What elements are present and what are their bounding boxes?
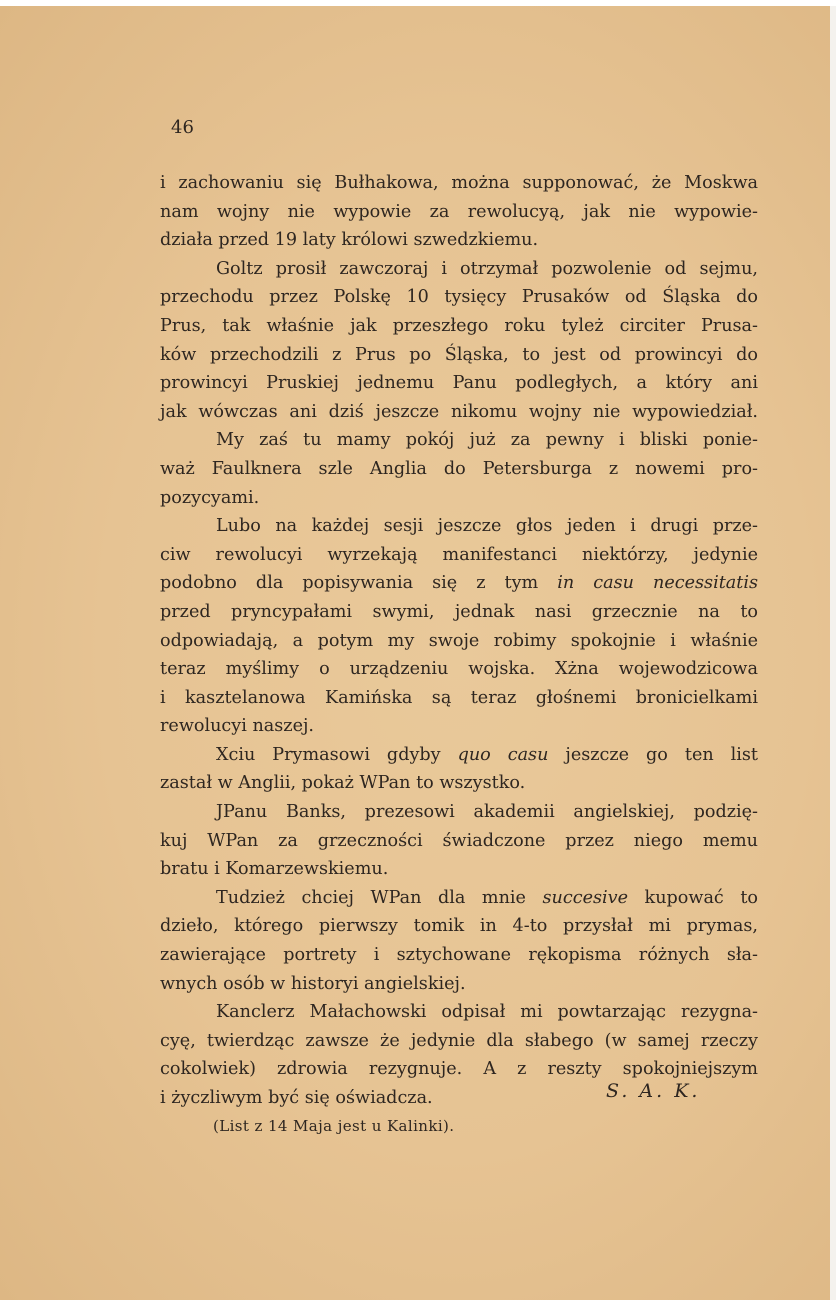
text-line: pozycyami. — [160, 487, 260, 508]
text-line: bratu i Komarzewskiemu. — [160, 859, 389, 880]
book-page — [0, 6, 830, 1300]
text-fragment: podobno dla popisywania się z tym — [160, 573, 558, 594]
text-line-with-italic — [160, 569, 758, 598]
text-fragment: Tudzież chciej WPan dla mnie — [216, 887, 543, 908]
italic-phrase: quo casu — [457, 744, 549, 765]
text-line: i życzliwym być się oświadcza. — [160, 1088, 433, 1108]
italic-phrase: succesive — [542, 887, 628, 908]
text-line: My zaś tu mamy pokój już za pewny i bliski ponie- — [216, 430, 758, 451]
text-line: prowincyi Pruskiej jednemu Panu podległych, a który ani — [160, 373, 758, 394]
text-line: Goltz prosił zawczoraj i otrzymał pozwolenie od sejmu, — [216, 258, 758, 279]
text-line: JPanu Banks, prezesowi akademii angielskiej, podzię- — [216, 802, 758, 823]
text-line: cyę, twierdząc zawsze że jedynie dla słabego (w samej rzeczy — [160, 1030, 758, 1051]
text-fragment: Xciu Prymasowi gdyby — [216, 744, 458, 765]
text-line: zastał w Anglii, pokaż WPan to wszystko. — [160, 773, 526, 794]
text-line: nam wojny nie wypowie za rewolucyą, jak nie wypowie- — [160, 201, 758, 222]
text-line: dzieło, którego pierwszy tomik in 4-to przysłał mi prymas, — [160, 916, 758, 937]
text-line: rewolucyi naszej. — [160, 716, 315, 737]
text-line: odpowiadają, a potym my swoje robimy spokojnie i właśnie — [160, 630, 758, 651]
text-line: jak wówczas ani dziś jeszcze nikomu wojny nie wypowiedział. — [160, 401, 758, 422]
text-line: działa przed 19 laty królowi szwedzkiemu. — [160, 230, 539, 251]
text-line: przechodu przez Polskę 10 tysięcy Prusaków od Śląska do — [160, 287, 758, 308]
text-line-with-italic — [160, 741, 758, 770]
letter-body — [160, 169, 758, 1113]
signature: S. A. K. — [606, 1080, 701, 1102]
text-line: teraz myślimy o urządzeniu wojska. Xżna wojewodzicowa — [160, 659, 758, 680]
text-line-with-italic — [160, 884, 758, 913]
italic-phrase: in casu necessitatis — [557, 573, 758, 594]
text-line: ków przechodzili z Prus po Śląska, to jest od prowincyi do — [160, 344, 758, 365]
text-line: wnych osób w historyi angielskiej. — [160, 973, 466, 994]
text-line: i zachowaniu się Bułhakowa, można supponować, że Moskwa — [160, 173, 758, 193]
text-line: i kasztelanowa Kamińska są teraz głośnemi bronicielkami — [160, 687, 758, 708]
text-fragment: jeszcze go ten list — [548, 744, 758, 765]
text-line: przed pryncypałami swymi, jednak nasi grzecznie na to — [160, 601, 758, 622]
text-line: Kanclerz Małachowski odpisał mi powtarzając rezygna- — [216, 1002, 758, 1023]
text-line: ciw rewolucyi wyrzekają manifestanci niektórzy, jedynie — [160, 544, 758, 565]
text-line: Lubo na każdej sesji jeszcze głos jeden i drugi prze- — [216, 516, 758, 537]
text-fragment: kupować to — [628, 887, 758, 908]
text-line: zawierające portrety i sztychowane rękopisma różnych sła- — [160, 945, 758, 966]
text-line: Prus, tak właśnie jak przeszłego roku tyleż circiter Prusa- — [160, 315, 758, 336]
text-line: waż Faulknera szle Anglia do Petersburga z nowemi pro- — [160, 458, 758, 479]
page-number: 46 — [171, 117, 194, 138]
footnote: (List z 14 Maja jest u Kalinki). — [213, 1117, 455, 1135]
text-line: kuj WPan za grzeczności świadczone przez niego memu — [160, 830, 758, 851]
text-line: cokolwiek) zdrowia rezygnuje. A z reszty spokojniejszym — [160, 1059, 758, 1080]
